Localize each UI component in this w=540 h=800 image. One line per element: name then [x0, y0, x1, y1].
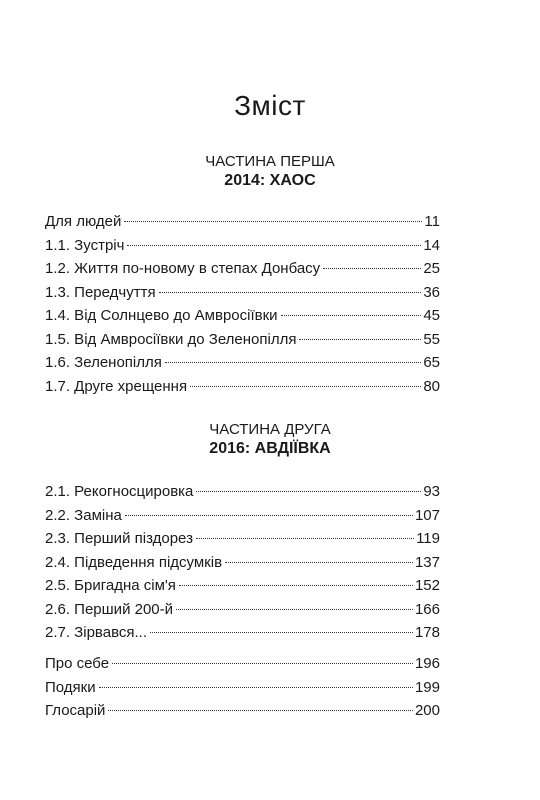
part-one-subtitle: 2014: ХАОС	[224, 172, 316, 189]
dot-leader	[281, 315, 422, 316]
part-two-subtitle: 2016: АВДІЇВКА	[209, 440, 331, 457]
toc-entry[interactable]	[45, 234, 440, 258]
dot-leader	[165, 362, 421, 363]
toc-entry[interactable]	[45, 504, 440, 528]
toc-entry[interactable]	[45, 257, 440, 281]
dot-leader	[176, 609, 413, 610]
toc-entry-page: 196	[414, 655, 440, 672]
toc-entry[interactable]	[45, 304, 440, 328]
toc-entry[interactable]	[45, 480, 440, 504]
dot-leader	[159, 292, 422, 293]
toc-entry[interactable]	[45, 551, 440, 575]
dot-leader	[127, 245, 421, 246]
toc-entry-title: Подяки	[45, 678, 96, 696]
back-matter-entries	[45, 652, 440, 723]
toc-entry-title: 2.2. Заміна	[45, 506, 122, 524]
toc-entry-page: 137	[414, 553, 440, 571]
toc-entry-page: 36	[423, 283, 440, 301]
dot-leader	[125, 515, 413, 516]
dot-leader	[225, 562, 413, 563]
toc-entry-title: 1.5. Від Амвросіївки до Зеленопілля	[45, 330, 297, 348]
toc-entry-page: 107	[414, 506, 440, 524]
dot-leader	[196, 491, 421, 492]
part-two-heading	[0, 420, 540, 459]
toc-entry-title: 2.7. Зірвався...	[45, 624, 147, 641]
dot-leader	[108, 710, 413, 711]
toc-entry-title: 1.3. Передчуття	[45, 283, 156, 301]
dot-leader	[99, 687, 413, 688]
toc-entry-title: 1.1. Зустріч	[45, 236, 125, 254]
toc-entry[interactable]	[45, 676, 440, 700]
dot-leader	[150, 632, 413, 633]
toc-entry-page: 11	[424, 213, 440, 230]
toc-entry[interactable]	[45, 328, 440, 352]
toc-entry-title: 1.6. Зеленопілля	[45, 354, 162, 371]
dot-leader	[112, 663, 413, 664]
toc-entry-title: Про себе	[45, 655, 110, 672]
toc-entry[interactable]	[45, 621, 440, 645]
dot-leader	[299, 339, 421, 340]
toc-entry-page: 55	[423, 330, 440, 348]
part-one-entries	[45, 210, 440, 398]
toc-entry-title: 2.1. Рекогносцировка	[45, 483, 194, 500]
toc-entry-page: 200	[414, 702, 440, 719]
toc-entry[interactable]	[45, 574, 440, 598]
toc-entry[interactable]	[45, 598, 440, 622]
toc-entry-page: 25	[423, 260, 440, 277]
toc-entry-title: 2.3. Перший піздорез	[45, 530, 193, 547]
dot-leader	[124, 221, 422, 222]
toc-entry-title: 1.7. Друге хрещення	[45, 377, 188, 395]
toc-entry[interactable]	[45, 699, 440, 723]
toc-entry-title: Для людей	[45, 213, 122, 230]
part-one-heading	[0, 152, 540, 191]
part-two-entries	[45, 480, 440, 645]
toc-entry-page: 65	[423, 354, 440, 371]
toc-entry-page: 93	[423, 483, 440, 500]
toc-entry-page: 80	[423, 377, 440, 395]
toc-entry-title: Глосарій	[45, 702, 106, 719]
toc-entry-page: 152	[414, 577, 440, 594]
toc-entry[interactable]	[45, 210, 440, 234]
toc-entry-title: 2.5. Бригадна сім'я	[45, 577, 176, 594]
toc-entry[interactable]	[45, 652, 440, 676]
page-title: Зміст	[234, 90, 306, 121]
toc-entry-page: 45	[423, 307, 440, 324]
toc-entry[interactable]	[45, 527, 440, 551]
toc-entry-page: 166	[414, 600, 440, 618]
toc-entry-page: 178	[414, 624, 440, 641]
dot-leader	[196, 538, 414, 539]
toc-entry[interactable]	[45, 281, 440, 305]
dot-leader	[190, 386, 421, 387]
toc-entry-title: 2.6. Перший 200-й	[45, 600, 174, 618]
toc-entry-page: 119	[416, 530, 440, 547]
part-one-label: ЧАСТИНА ПЕРША	[205, 153, 335, 170]
toc-entry-page: 14	[423, 236, 440, 254]
toc-entry[interactable]	[45, 375, 440, 399]
dot-leader	[323, 268, 421, 269]
toc-entry-title: 2.4. Підведення підсумків	[45, 553, 223, 571]
dot-leader	[179, 585, 413, 586]
toc-entry[interactable]	[45, 351, 440, 375]
toc-entry-title: 1.4. Від Солнцево до Амвросіївки	[45, 307, 278, 324]
toc-entry-page: 199	[414, 678, 440, 696]
part-two-label: ЧАСТИНА ДРУГА	[209, 421, 331, 438]
toc-entry-title: 1.2. Життя по-новому в степах Донбасу	[45, 260, 321, 277]
